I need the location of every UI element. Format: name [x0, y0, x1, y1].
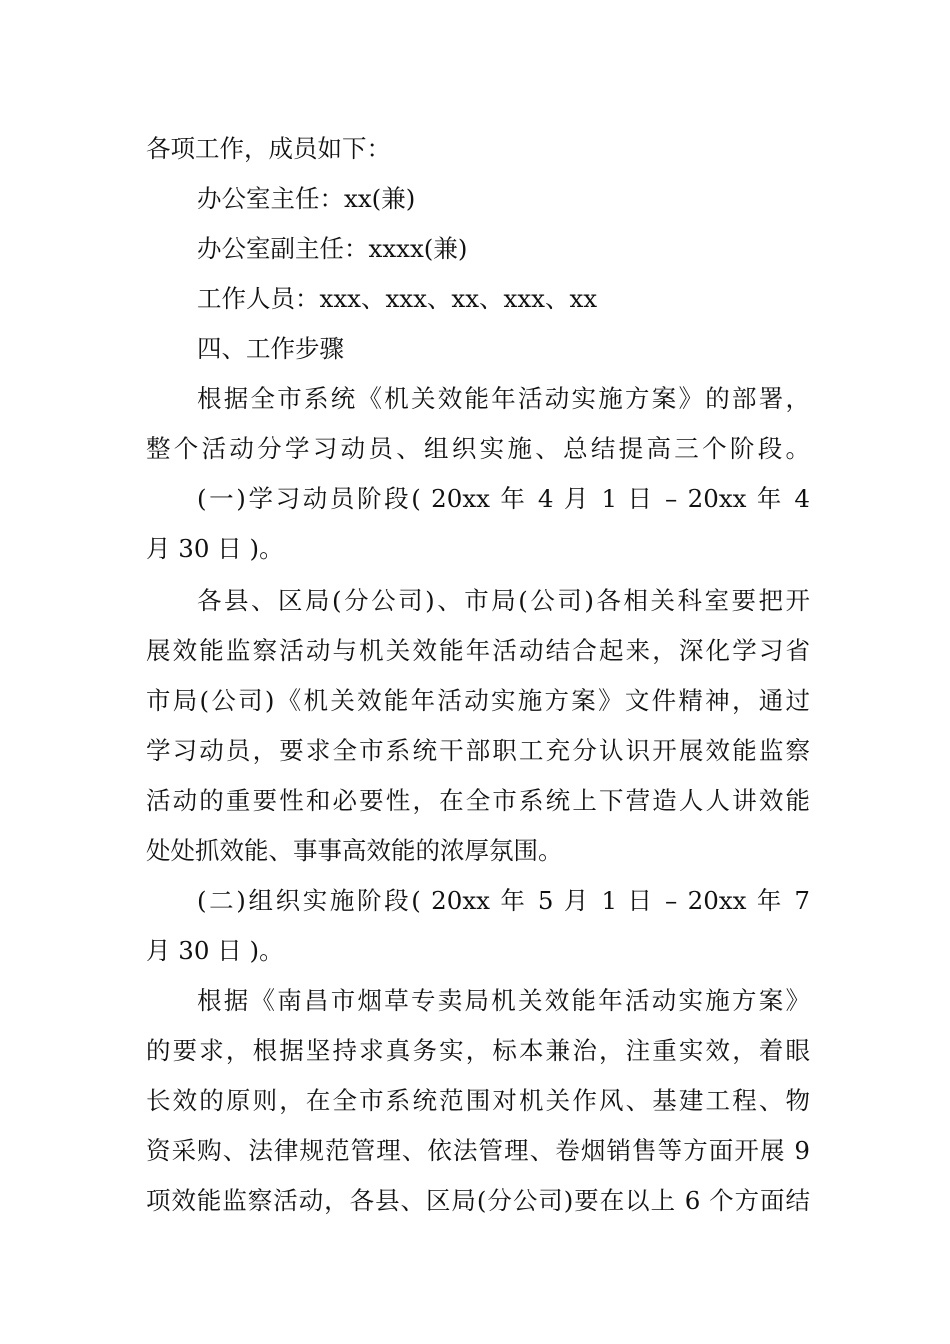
section-heading: 四、工作步骤	[197, 334, 344, 363]
text-line: 处处抓效能、事事高效能的浓厚氛围。	[146, 836, 563, 865]
text-line: 月 30 日 )。	[146, 936, 284, 965]
text-line: 工作人员：xxx、xxx、xx、xxx、xx	[197, 284, 598, 313]
text-line: 根据全市系统《机关效能年活动实施方案》的部署，	[197, 384, 810, 413]
text-line: 各县、区局(分公司)、市局(公司)各相关科室要把开	[197, 586, 810, 615]
text-line: 根据《南昌市烟草专卖局机关效能年活动实施方案》	[197, 986, 810, 1015]
stage-heading: (一)学习动员阶段( 20xx 年 4 月 1 日 – 20xx 年 4	[197, 484, 810, 513]
text-line: 项效能监察活动，各县、区局(分公司)要在以上 6 个方面结	[146, 1186, 810, 1215]
text-line: 市局(公司)《机关效能年活动实施方案》文件精神，通过	[146, 686, 810, 715]
text-line: 长效的原则，在全市系统范围对机关作风、基建工程、物	[146, 1086, 810, 1115]
text-line: 办公室主任：xx(兼)	[197, 184, 416, 213]
stage-heading: (二)组织实施阶段( 20xx 年 5 月 1 日 – 20xx 年 7	[197, 886, 810, 915]
text-line: 办公室副主任：xxxx(兼)	[197, 234, 468, 263]
text-line: 月 30 日 )。	[146, 534, 284, 563]
text-line: 的要求，根据坚持求真务实，标本兼治，注重实效，着眼	[146, 1036, 810, 1065]
text-line: 展效能监察活动与机关效能年活动结合起来，深化学习省	[146, 636, 810, 665]
text-line: 活动的重要性和必要性，在全市系统上下营造人人讲效能	[146, 786, 810, 815]
text-line: 各项工作，成员如下：	[146, 134, 391, 163]
text-line: 资采购、法律规范管理、依法管理、卷烟销售等方面开展 9	[146, 1136, 810, 1165]
text-line: 整个活动分学习动员、组织实施、总结提高三个阶段。	[146, 434, 810, 463]
text-line: 学习动员，要求全市系统干部职工充分认识开展效能监察	[146, 736, 810, 765]
